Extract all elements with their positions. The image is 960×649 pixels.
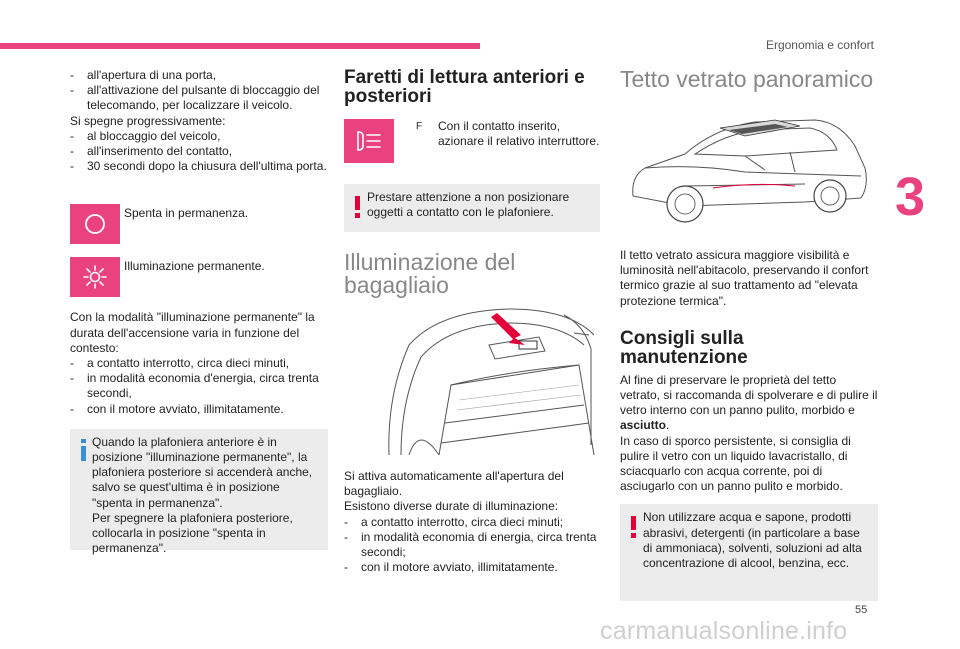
boot-text-2: Esistono diverse durate di illuminazione: (344, 499, 559, 514)
section-title-boot-light: Illuminazione del bagagliaio (344, 249, 516, 298)
list-item: - con il motore avviato, illimitatamente. (344, 560, 558, 575)
list-item: - in modalità economia d'energia, circa trenta secondi, (70, 371, 319, 401)
info-icon (80, 439, 88, 465)
list-item: - all'inserimento del contatto, (70, 144, 233, 159)
bullet-glyph: F (416, 121, 423, 132)
boot-text-1: Si attiva automaticamente all'apertura del bagagliaio. (344, 469, 564, 499)
icon-on-label: Illuminazione permanente. (124, 259, 265, 274)
icon-off-label: Spenta in permanenza. (124, 206, 249, 221)
watermark: carmanualsonline.info (600, 617, 848, 645)
info-note-text: Per spegnere la plafoniera posteriore, collocarla in posizione "spenta in permanenza". (92, 510, 293, 556)
lamp-off-icon (70, 204, 120, 244)
chapter-title: Ergonomia e confort (765, 38, 874, 52)
info-note-text: Quando la plafoniera anteriore è in posizione "illuminazione permanente", la plafoniera posteriore si accenderà anche, salvo se quest'ultima è in posizione "spenta in permanenza". (92, 434, 313, 510)
section-title-maintenance: Consigli sulla manutenzione (620, 327, 748, 368)
icon-row-off (70, 204, 328, 244)
off-intro: Si spegne progressivamente: (70, 113, 226, 128)
reading-light-text: Con il contatto inserito, azionare il relativo interruttore. (438, 119, 600, 149)
warning-note (344, 184, 600, 232)
mode-text: Con la modalità "illuminazione permanente" la durata dell'accensione varia in funzione del contesto: (70, 310, 315, 355)
care-text: Al fine di preservare le proprietà del tetto vetrato, si raccomanda di spolverare e di pulire il vetro interno con un panno pulito, morbido e asciutto. (620, 372, 878, 433)
warning-note (620, 504, 878, 601)
column-right (620, 68, 878, 601)
warning-icon (630, 516, 638, 542)
care-text-3: In caso di sporco persistente, si consiglia di pulire il vetro con un liquido lavacristallo, di sciacquarlo con acqua corrente, poi di asciugarlo con un panno pulito e morbido. (620, 433, 851, 494)
lamp-on-icon (70, 257, 120, 297)
page-number: 55 (855, 604, 868, 616)
list-item: - 30 secondi dopo la chiusura dell'ultima porta. (70, 159, 327, 174)
roof-text: Il tetto vetrato assicura maggiore visibilità e luminosità nell'abitacolo, preservando il confort termico grazie al suo trattamento ad "elevata protezione termica". (620, 248, 869, 308)
chapter-number: 3 (895, 167, 926, 227)
list-item: - a contatto interrotto, circa dieci minuti, (70, 356, 290, 371)
column-middle (344, 68, 600, 575)
car-roof-illustration (625, 106, 870, 228)
list-item: - con il motore avviato, illimitatamente. (70, 401, 284, 416)
reading-light-row (344, 119, 600, 163)
boot-light-illustration (379, 305, 601, 465)
warning-note-text: Prestare attenzione a non posizionare oggetti a contatto con le plafoniere. (367, 190, 570, 220)
list-item: - a contatto interrotto, circa dieci minuti; (344, 514, 564, 529)
list-item: - all'attivazione del pulsante di bloccaggio del telecomando, per localizzare il veicolo. (70, 83, 320, 113)
reading-light-icon (344, 119, 394, 163)
section-title-panoramic-roof: Tetto vetrato panoramico (620, 66, 874, 92)
column-left (70, 68, 328, 556)
list-item: - in modalità economia di energia, circa trenta secondi; (344, 529, 597, 560)
section-title-reading-lights: Faretti di lettura anteriori e posteriori (344, 67, 585, 107)
list-item: - al bloccaggio del veicolo, (70, 128, 221, 143)
info-note (70, 429, 328, 556)
list-item: - all'apertura di una porta, (70, 68, 217, 82)
care-text-bold: asciutto (620, 418, 667, 433)
icon-row-on (70, 257, 328, 297)
warning-icon (354, 196, 362, 222)
chapter-color-bar (0, 43, 480, 49)
warning-note-text: Non utilizzare acqua e sapone, prodotti abrasivi, detergenti (in particolare a base di ammoniaca), solventi, soluzioni ad alta concentrazione di alcool, benzina, ecc. (643, 510, 862, 571)
